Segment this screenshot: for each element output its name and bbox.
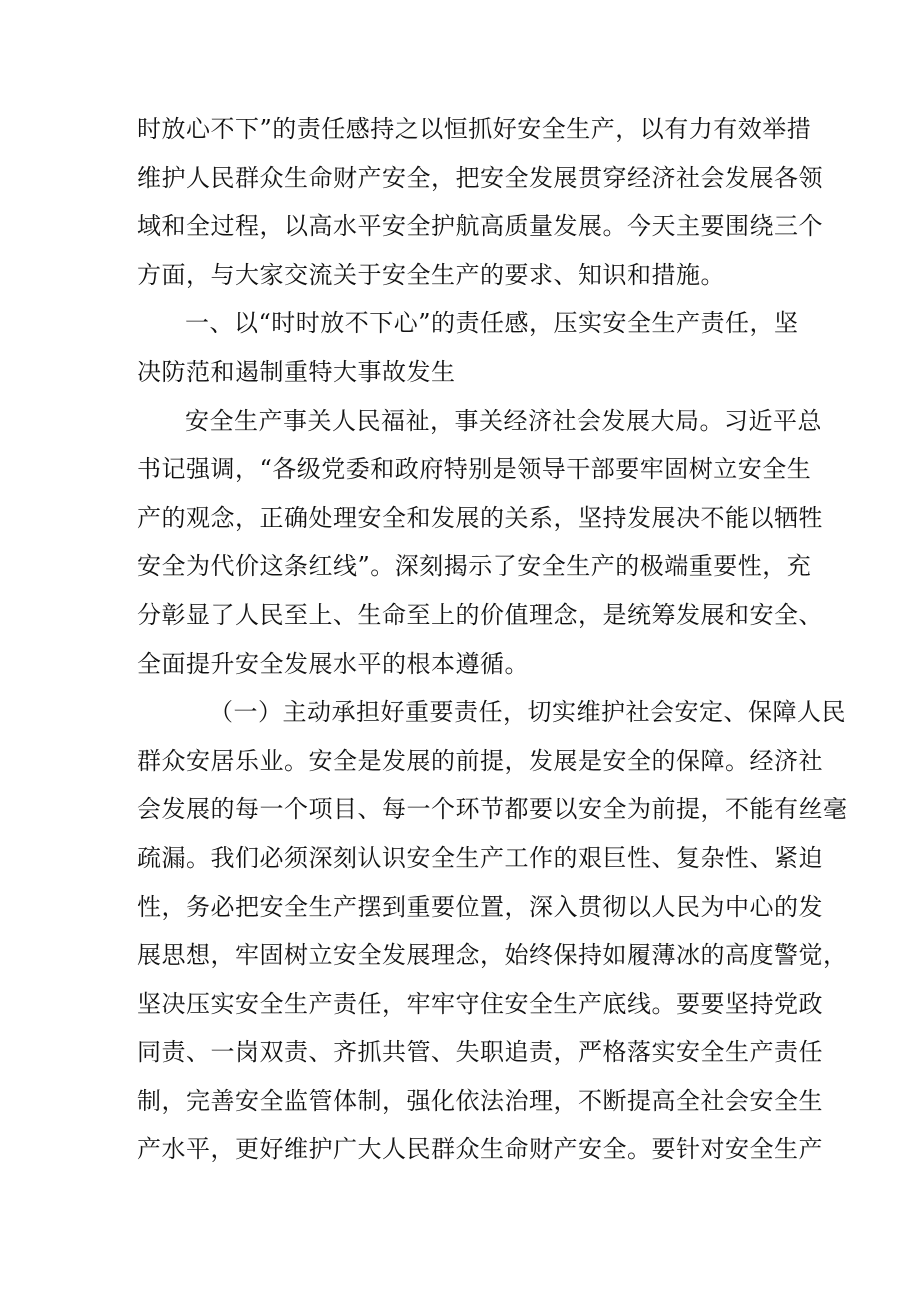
subsection-line: （一）主动承担好重要责任，切实维护社会安定、保障人民 [209, 698, 846, 727]
text-line: 性，务必把安全生产摆到重要位置，深入贯彻以人民为中心的发 [137, 892, 823, 921]
text-line: 同责、一岗双责、齐抓共管、失职追责，严格落实安全生产责任 [137, 1038, 823, 1067]
text-line: 全面提升安全发展水平的根本遵循。 [137, 649, 529, 678]
section-heading-line: 一、以“时时放不下心”的责任感，压实安全生产责任，坚 [185, 309, 799, 338]
text-line: 安全为代价这条红线”。深刻揭示了安全生产的极端重要性，充 [137, 552, 812, 581]
text-line: 坚决压实安全生产责任，牢牢守住安全生产底线。要要坚持党政 [137, 989, 823, 1018]
text-line: 书记强调，“各级党委和政府特别是领导干部要牢固树立安全生 [137, 455, 812, 484]
text-line: 群众安居乐业。安全是发展的前提，发展是安全的保障。经济社 [137, 746, 823, 775]
text-line: 产的观念，正确处理安全和发展的关系，坚持发展决不能以牺牲 [137, 503, 823, 532]
section-heading-line: 决防范和遏制重特大事故发生 [137, 357, 456, 386]
body-text [137, 105, 848, 1174]
text-line: 展思想，牢固树立安全发展理念，始终保持如履薄冰的高度警觉， [137, 941, 848, 970]
text-line: 安全生产事关人民福祉，事关经济社会发展大局。习近平总 [185, 406, 822, 435]
text-line: 维护人民群众生命财产安全，把安全发展贯穿经济社会发展各领 [137, 163, 823, 192]
text-line: 疏漏。我们必须深刻认识安全生产工作的艰巨性、复杂性、紧迫 [137, 843, 823, 872]
text-line: 产水平，更好维护广大人民群众生命财产安全。要针对安全生产 [137, 1135, 823, 1164]
text-line: 制，完善安全监管体制，强化依法治理，不断提高全社会安全生 [137, 1086, 823, 1115]
text-line: 方面，与大家交流关于安全生产的要求、知识和措施。 [137, 260, 725, 289]
text-line: 会发展的每一个项目、每一个环节都要以安全为前提，不能有丝毫 [137, 795, 848, 824]
text-line: 分彰显了人民至上、生命至上的价值理念，是统筹发展和安全、 [137, 600, 823, 629]
text-line: 域和全过程，以高水平安全护航高质量发展。今天主要围绕三个 [137, 212, 823, 241]
text-line: 时放心不下”的责任感持之以恒抓好安全生产，以有力有效举措 [137, 115, 812, 143]
